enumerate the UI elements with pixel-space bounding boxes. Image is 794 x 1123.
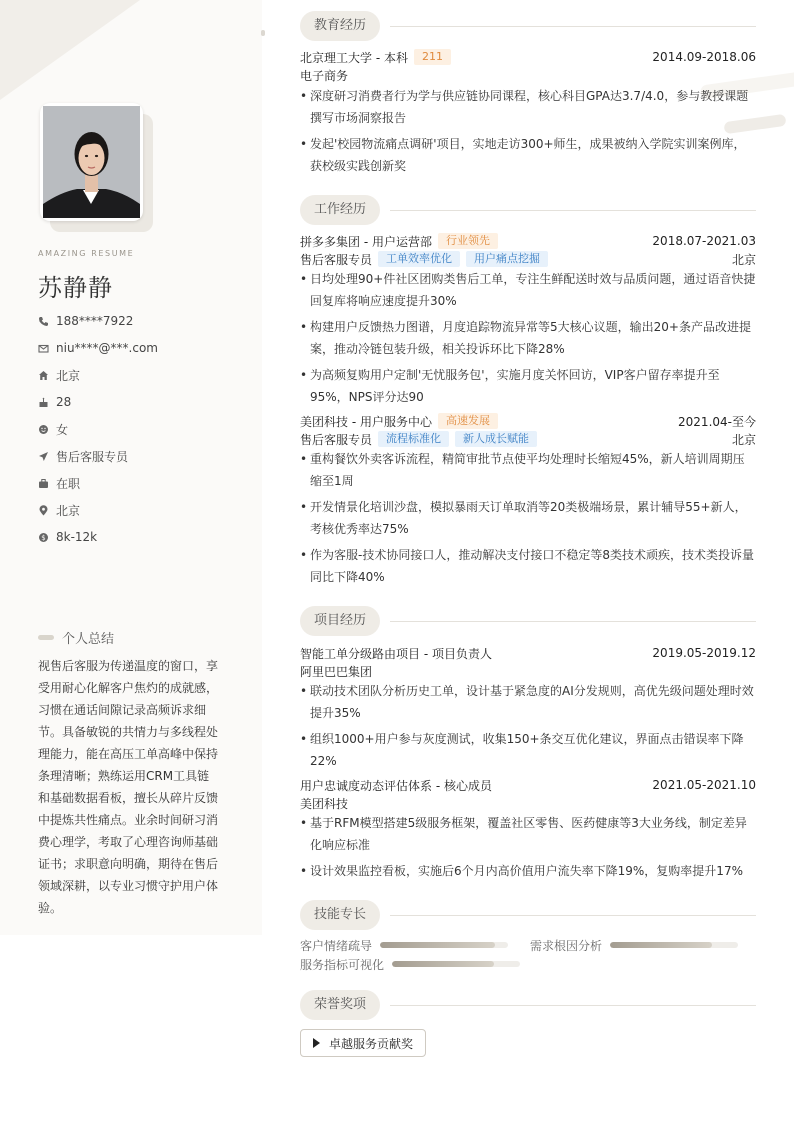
list-item: • 为高频复购用户定制'无忧服务包'，实施月度关怀回访，VIP客户留存率提升至95%，NPS评分达90: [300, 364, 756, 408]
info-residence-text: 北京: [56, 368, 81, 383]
resume-tagline: AMAZING RESUME: [38, 249, 135, 258]
role-tag: 工单效率优化: [378, 251, 460, 267]
play-triangle-icon: [313, 1038, 320, 1048]
role-tag: 流程标准化: [378, 431, 449, 447]
project-date: 2019.05-2019.12: [652, 646, 756, 660]
info-email-text: niu****@***.com: [56, 341, 158, 355]
skill-bar-fill: [380, 942, 495, 948]
section-projects: [300, 606, 756, 636]
section-awards: [300, 990, 756, 1020]
work-city: 北京: [731, 252, 756, 267]
gender-icon: [38, 424, 49, 435]
education-major-row: [300, 66, 756, 84]
sidebar-edge-mark: [261, 30, 265, 36]
skill-item: [300, 936, 508, 954]
skill-bar: [610, 942, 738, 948]
candidate-name: 苏静静: [38, 274, 113, 302]
phone-icon: [38, 316, 49, 327]
list-item: • 深度研习消费者行为学与供应链协同课程，核心科目GPA达3.7/4.0，参与教授课题撰写市场洞察报告: [300, 85, 756, 129]
project-header: [300, 776, 756, 794]
list-item: • 开发情景化培训沙盘，模拟暴雨天订单取消等20类极端场景，累计辅导55+新人，考核优秀率达75%: [300, 496, 756, 540]
project-org-row: [300, 662, 756, 680]
info-salary: [38, 528, 248, 546]
info-phone: [38, 312, 248, 330]
info-position: [38, 447, 248, 465]
project-name: 用户忠诚度动态评估体系 - 核心成员: [300, 778, 492, 793]
work-header: [300, 412, 756, 430]
info-residence: [38, 366, 248, 384]
project-name: 智能工单分级路由项目 - 项目负责人: [300, 646, 492, 661]
skill-bar: [380, 942, 508, 948]
skill-item: [300, 955, 520, 973]
list-item: • 发起'校园物流痛点调研'项目，实地走访300+师生，成果被纳入学院实训案例库，获校级实践创新奖: [300, 133, 756, 177]
summary-heading-bar: [38, 635, 54, 640]
skill-bar: [392, 961, 520, 967]
project-date: 2021.05-2021.10: [652, 778, 756, 792]
list-item: • 构建用户反馈热力图谱，月度追踪物流异常等5大核心议题，输出20+条产品改进提案，推动冷链包装升级，相关投诉环比下降28%: [300, 316, 756, 360]
skill-item: [530, 936, 738, 954]
section-divider: [390, 26, 756, 27]
sidebar: [0, 0, 262, 935]
section-title: 工作经历: [300, 195, 380, 225]
award-name: 卓越服务贡献奖: [329, 1036, 414, 1051]
project-bullets: [300, 812, 756, 886]
salary-icon: [38, 532, 49, 543]
summary-text: 视售后客服为传递温度的窗口，享受用耐心化解客户焦灼的成就感，习惯在通话间隙记录高频诉求细节。具备敏锐的共情力与多线程处理能力，能在高压工单高峰中保持条理清晰；熟练运用CRM工具链和基础数据看板，擅长从碎片反馈中提炼共性痛点。业余时间研习消费心理学，考取了心理咨询师基础证书；求职意向明确，期待在售后领域深耕，以专业习惯守护用户体验。: [38, 659, 219, 915]
info-target-city-text: 北京: [56, 503, 81, 518]
info-email: [38, 339, 248, 357]
send-icon: [38, 451, 49, 462]
section-divider: [390, 210, 756, 211]
summary-heading: [38, 628, 114, 647]
school-tag: 211: [414, 49, 451, 65]
section-education: [300, 11, 756, 41]
section-work: [300, 195, 756, 225]
svg-text:$: $: [41, 533, 46, 542]
list-item: • 设计效果监控看板，实施后6个月内高价值用户流失率下降19%，复购率提升17%: [300, 860, 756, 882]
education-bullets: [300, 85, 756, 181]
project-bullets: [300, 680, 756, 776]
section-divider: [390, 1005, 756, 1006]
work-bullets: [300, 448, 756, 592]
section-skills: [300, 900, 756, 930]
role-tag: 用户痛点挖掘: [466, 251, 548, 267]
work-role-row: [300, 430, 756, 448]
location-pin-icon: [38, 505, 49, 516]
info-target-city: [38, 501, 248, 519]
summary-heading-text: 个人总结: [62, 632, 115, 647]
avatar-photo: [40, 103, 143, 221]
info-phone-text: 188****7922: [56, 314, 134, 328]
work-bullets: [300, 268, 756, 412]
info-age: [38, 393, 248, 411]
list-item: • 作为客服-技术协同接口人，推动解决支付接口不稳定等8类技术顽疾，技术类投诉量同比下降40%: [300, 544, 756, 588]
section-title: 荣誉奖项: [300, 990, 380, 1020]
work-header: [300, 232, 756, 250]
work-city: 北京: [731, 432, 756, 447]
education-major: 电子商务: [300, 68, 349, 83]
role-tag: 新人成长赋能: [455, 431, 537, 447]
skill-bar-fill: [392, 961, 494, 967]
skill-name: 需求根因分析: [530, 938, 603, 953]
section-title: 技能专长: [300, 900, 380, 930]
company-tag: 行业领先: [438, 233, 498, 249]
info-gender-text: 女: [56, 422, 69, 437]
avatar: [40, 103, 143, 221]
section-title: 项目经历: [300, 606, 380, 636]
section-divider: [390, 621, 756, 622]
project-org: 阿里巴巴集团: [300, 664, 373, 679]
project-org-row: [300, 794, 756, 812]
info-age-text: 28: [56, 395, 72, 409]
info-salary-text: 8k-12k: [56, 530, 98, 544]
section-divider: [390, 915, 756, 916]
section-title: 教育经历: [300, 11, 380, 41]
briefcase-icon: [38, 478, 49, 489]
skill-name: 服务指标可视化: [300, 957, 385, 972]
work-date: 2021.04-至今: [678, 414, 756, 429]
role-name: 售后客服专员: [300, 252, 373, 267]
info-position-text: 售后客服专员: [56, 449, 129, 464]
skill-name: 客户情绪疏导: [300, 938, 373, 953]
info-gender: [38, 420, 248, 438]
project-org: 美团科技: [300, 796, 349, 811]
school-name: 北京理工大学 - 本科: [300, 50, 408, 65]
info-status: [38, 474, 248, 492]
list-item: • 重构餐饮外卖客诉流程，精简审批节点使平均处理时长缩短45%，新人培训周期压缩至1周: [300, 448, 756, 492]
list-item: • 日均处理90+件社区团购类售后工单，专注生鲜配送时效与品质问题，通过语音快捷回复库将响应速度提升30%: [300, 268, 756, 312]
company-tag: 高速发展: [438, 413, 498, 429]
project-header: [300, 644, 756, 662]
skill-bar-fill: [610, 942, 712, 948]
mail-icon: [38, 343, 49, 354]
portrait-image: [43, 106, 140, 218]
education-header: [300, 48, 756, 66]
corner-decoration: [0, 0, 140, 100]
list-item: • 基于RFM模型搭建5级服务框架，覆盖社区零售、医药健康等3大业务线，制定差异化响应标准: [300, 812, 756, 856]
education-date: 2014.09-2018.06: [652, 50, 756, 64]
role-name: 售后客服专员: [300, 432, 373, 447]
work-role-row: [300, 250, 756, 268]
cake-icon: [38, 397, 49, 408]
list-item: • 联动技术团队分析历史工单，设计基于紧急度的AI分发规则，高优先级问题处理时效提升35%: [300, 680, 756, 724]
award-item: [300, 1029, 426, 1057]
info-status-text: 在职: [56, 476, 81, 491]
company-name: 美团科技 - 用户服务中心: [300, 414, 432, 429]
work-date: 2018.07-2021.03: [652, 234, 756, 248]
home-icon: [38, 370, 49, 381]
list-item: • 组织1000+用户参与灰度测试，收集150+条交互优化建议，界面点击错误率下降22%: [300, 728, 756, 772]
company-name: 拼多多集团 - 用户运营部: [300, 234, 432, 249]
